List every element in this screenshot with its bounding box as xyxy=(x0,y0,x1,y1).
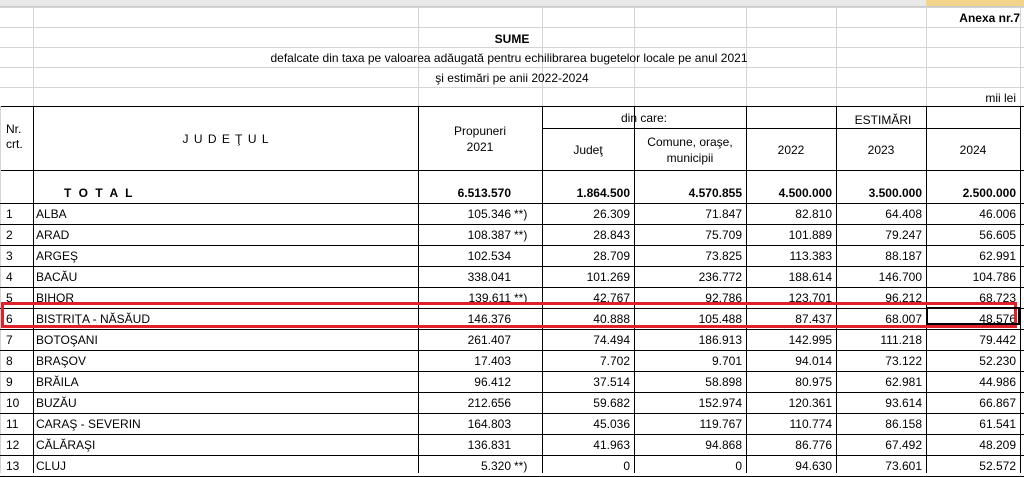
total-2023: 3.500.000 xyxy=(868,186,922,200)
row-note[interactable]: **) xyxy=(514,207,528,221)
row-estimare-2024[interactable]: 52.572 xyxy=(979,459,1016,473)
row-comune-value[interactable]: 0 xyxy=(735,459,742,473)
grid-hline xyxy=(0,67,1024,68)
total-judet: 1.864.500 xyxy=(576,186,630,200)
row-nr[interactable]: 6 xyxy=(6,312,13,326)
row-propuneri[interactable]: 261.407 xyxy=(467,333,511,347)
row-propuneri[interactable]: 338.041 xyxy=(467,270,511,284)
selected-column-indicator xyxy=(926,0,1024,6)
row-nr[interactable]: 10 xyxy=(6,396,20,410)
row-nr[interactable]: 9 xyxy=(6,375,13,389)
row-propuneri[interactable]: 212.656 xyxy=(467,396,511,410)
row-nr[interactable]: 3 xyxy=(6,249,13,263)
row-estimare-2023[interactable]: 93.614 xyxy=(885,396,922,410)
row-nr[interactable]: 5 xyxy=(6,291,13,305)
row-estimare-2023[interactable]: 64.408 xyxy=(885,207,922,221)
row-judet-name[interactable]: CĂLĂRAŞI xyxy=(36,438,96,452)
row-estimare-2022[interactable]: 87.437 xyxy=(795,312,832,326)
grid-hline xyxy=(0,224,1024,225)
header-estimari: ESTIMĂRI xyxy=(854,113,912,127)
grid-hline xyxy=(0,266,1024,267)
grid-hline xyxy=(0,203,1024,204)
row-nr[interactable]: 8 xyxy=(6,354,13,368)
row-judet-value[interactable]: 0 xyxy=(623,459,630,473)
page-title: SUME xyxy=(494,32,530,46)
row-propuneri[interactable]: 102.534 xyxy=(467,249,511,263)
grid-hline xyxy=(0,170,1024,171)
grid-hline xyxy=(0,413,1024,414)
header-propuneri: Propuneri 2021 xyxy=(453,124,507,154)
subtitle-line-1: defalcate din taxa pe valoarea adăugată pentru echilibrarea bugetelor locale pe anul 2021 xyxy=(270,51,748,65)
grid-hline xyxy=(0,47,1024,48)
row-propuneri[interactable]: 146.376 xyxy=(467,312,511,326)
row-nr[interactable]: 12 xyxy=(6,438,20,452)
grid-hline xyxy=(0,87,1024,88)
row-estimare-2024[interactable]: 66.867 xyxy=(979,396,1016,410)
row-judet-name[interactable]: BISTRIŢA - NĂSĂUD xyxy=(36,312,151,326)
header-2023: 2023 xyxy=(867,143,895,157)
total-comune: 4.570.855 xyxy=(688,186,742,200)
row-nr[interactable]: 2 xyxy=(6,228,13,242)
row-propuneri[interactable]: 136.831 xyxy=(467,438,511,452)
total-label: T O T A L xyxy=(64,186,135,200)
grid-hline xyxy=(0,106,1024,107)
row-nr[interactable]: 4 xyxy=(6,270,13,284)
row-estimare-2024[interactable]: 79.442 xyxy=(979,333,1016,347)
header-2022: 2022 xyxy=(777,143,805,157)
total-2024: 2.500.000 xyxy=(962,186,1016,200)
row-estimare-2022[interactable]: 80.975 xyxy=(795,375,832,389)
row-judet-value[interactable]: 42.767 xyxy=(593,291,630,305)
row-estimare-2023[interactable]: 67.492 xyxy=(885,438,922,452)
row-estimare-2023[interactable]: 88.187 xyxy=(885,249,922,263)
row-note[interactable]: **) xyxy=(514,228,528,242)
row-judet-name[interactable]: BUZĂU xyxy=(36,396,77,410)
grid-hline xyxy=(0,371,1024,372)
row-judet-name[interactable]: BOTOŞANI xyxy=(36,333,98,347)
row-comune-value[interactable]: 58.898 xyxy=(705,375,742,389)
row-propuneri[interactable]: 108.387 xyxy=(467,228,511,242)
header-din-care: din care: xyxy=(620,111,668,125)
total-propuneri: 6.513.570 xyxy=(457,186,511,200)
row-estimare-2024[interactable]: 62.991 xyxy=(979,249,1016,263)
row-estimare-2022[interactable]: 94.014 xyxy=(795,354,832,368)
row-estimare-2022[interactable]: 142.995 xyxy=(788,333,832,347)
row-estimare-2023[interactable]: 73.601 xyxy=(885,459,922,473)
grid-hline xyxy=(0,245,1024,246)
row-judet-value[interactable]: 59.682 xyxy=(593,396,630,410)
row-estimare-2022[interactable]: 188.614 xyxy=(788,270,832,284)
row-estimare-2024[interactable]: 61.541 xyxy=(979,417,1016,431)
row-nr[interactable]: 11 xyxy=(6,417,19,431)
row-estimare-2024[interactable]: 48.209 xyxy=(979,438,1016,452)
row-judet-name[interactable]: ALBA xyxy=(36,207,67,221)
row-comune-value[interactable]: 105.488 xyxy=(698,312,742,326)
row-judet-value[interactable]: 28.843 xyxy=(593,228,630,242)
row-estimare-2022[interactable]: 82.810 xyxy=(795,207,832,221)
row-note[interactable]: **) xyxy=(514,291,528,305)
row-judet-value[interactable]: 37.514 xyxy=(593,375,630,389)
row-estimare-2022[interactable]: 123.701 xyxy=(788,291,832,305)
grid-hline xyxy=(0,392,1024,393)
row-estimare-2022[interactable]: 113.383 xyxy=(789,249,832,263)
row-note[interactable]: **) xyxy=(514,459,528,473)
row-nr[interactable]: 7 xyxy=(6,333,13,347)
grid-hline xyxy=(0,7,1024,8)
row-judet-value[interactable]: 74.494 xyxy=(593,333,630,347)
header-comune: Comune, oraşe, municipii xyxy=(647,135,733,165)
row-estimare-2023[interactable]: 79.247 xyxy=(885,228,922,242)
row-comune-value[interactable]: 92.786 xyxy=(705,291,742,305)
row-estimare-2024[interactable]: 52.230 xyxy=(979,354,1016,368)
row-judet-value[interactable]: 40.888 xyxy=(593,312,630,326)
grid-hline xyxy=(0,434,1024,435)
row-estimare-2024[interactable]: 104.786 xyxy=(972,270,1016,284)
row-nr[interactable]: 1 xyxy=(6,207,13,221)
row-comune-value[interactable]: 75.709 xyxy=(705,228,742,242)
row-estimare-2022[interactable]: 110.774 xyxy=(789,417,832,431)
row-judet-name[interactable]: BRĂILA xyxy=(36,375,79,389)
active-cell[interactable] xyxy=(926,307,1020,325)
row-estimare-2023[interactable]: 146.700 xyxy=(878,270,922,284)
grid-hline xyxy=(0,287,1024,288)
row-judet-value[interactable]: 45.036 xyxy=(593,417,630,431)
row-judet-name[interactable]: BACĂU xyxy=(36,270,78,284)
column-header-strip xyxy=(0,0,1024,7)
row-propuneri[interactable]: 164.803 xyxy=(467,417,511,431)
header-2024: 2024 xyxy=(959,143,987,157)
row-comune-value[interactable]: 73.825 xyxy=(705,249,742,263)
row-judet-value[interactable]: 28.709 xyxy=(593,249,630,263)
unit-label: mii lei xyxy=(985,91,1016,105)
row-estimare-2024[interactable]: 44.986 xyxy=(979,375,1016,389)
row-judet-value[interactable]: 26.309 xyxy=(593,207,630,221)
grid-hline xyxy=(0,350,1024,351)
header-judet-col: Judeţ xyxy=(573,143,603,157)
row-comune-value[interactable]: 152.974 xyxy=(698,396,742,410)
grid-hline xyxy=(0,455,1024,456)
header-nr: Nr. crt. xyxy=(6,122,23,151)
row-estimare-2023[interactable]: 68.007 xyxy=(885,312,922,326)
row-comune-value[interactable]: 236.772 xyxy=(698,270,742,284)
row-estimare-2024[interactable]: 56.605 xyxy=(979,228,1016,242)
row-comune-value[interactable]: 9.701 xyxy=(711,354,742,368)
row-judet-name[interactable]: BIHOR xyxy=(36,291,75,305)
subtitle-line-2: şi estimări pe anii 2022-2024 xyxy=(435,71,589,85)
grid-vline xyxy=(1020,6,1021,106)
annex-label: Anexa nr.7 xyxy=(959,11,1020,25)
row-judet-name[interactable]: BRAŞOV xyxy=(36,354,87,368)
row-judet-name[interactable]: CARAŞ - SEVERIN xyxy=(36,417,141,431)
row-estimare-2024[interactable]: 46.006 xyxy=(979,207,1016,221)
grid-vline xyxy=(0,106,1,473)
row-comune-value[interactable]: 94.868 xyxy=(705,438,742,452)
row-judet-value[interactable]: 101.269 xyxy=(586,270,630,284)
row-comune-value[interactable]: 119.767 xyxy=(699,417,742,431)
row-comune-value[interactable]: 186.913 xyxy=(698,333,742,347)
row-propuneri[interactable]: 96.412 xyxy=(474,375,511,389)
row-estimare-2024[interactable]: 48.576 xyxy=(979,312,1016,326)
row-propuneri[interactable]: 5.320 xyxy=(480,459,511,473)
row-estimare-2024[interactable]: 68.723 xyxy=(979,291,1016,305)
row-nr[interactable]: 13 xyxy=(6,459,20,473)
row-judet-name[interactable]: CLUJ xyxy=(36,459,67,473)
row-estimare-2023[interactable]: 111.218 xyxy=(880,333,922,347)
grid-hline xyxy=(542,128,1020,129)
row-propuneri[interactable]: 17.403 xyxy=(474,354,511,368)
row-estimare-2022[interactable]: 86.776 xyxy=(795,438,832,452)
total-2022: 4.500.000 xyxy=(778,186,832,200)
row-estimare-2023[interactable]: 86.158 xyxy=(885,417,922,431)
row-estimare-2023[interactable]: 96.212 xyxy=(885,291,922,305)
row-propuneri[interactable]: 139.611 xyxy=(468,291,511,305)
row-propuneri[interactable]: 105.346 xyxy=(467,207,511,221)
row-estimare-2022[interactable]: 120.361 xyxy=(788,396,832,410)
header-judet: J U D E Ţ U L xyxy=(182,132,270,146)
row-estimare-2022[interactable]: 94.630 xyxy=(795,459,832,473)
grid-hline xyxy=(0,329,1024,330)
grid-hline xyxy=(0,27,1024,28)
row-comune-value[interactable]: 71.847 xyxy=(705,207,742,221)
row-estimare-2022[interactable]: 101.889 xyxy=(788,228,832,242)
row-judet-name[interactable]: ARAD xyxy=(36,228,70,242)
row-estimare-2023[interactable]: 73.122 xyxy=(885,354,922,368)
row-estimare-2023[interactable]: 62.981 xyxy=(885,375,922,389)
grid-vline xyxy=(33,106,34,473)
row-highlight-box xyxy=(1,302,1017,328)
grid-vline xyxy=(1020,106,1021,473)
row-judet-value[interactable]: 41.963 xyxy=(593,438,630,452)
row-judet-value[interactable]: 7.702 xyxy=(599,354,630,368)
row-judet-name[interactable]: ARGEŞ xyxy=(36,249,79,263)
